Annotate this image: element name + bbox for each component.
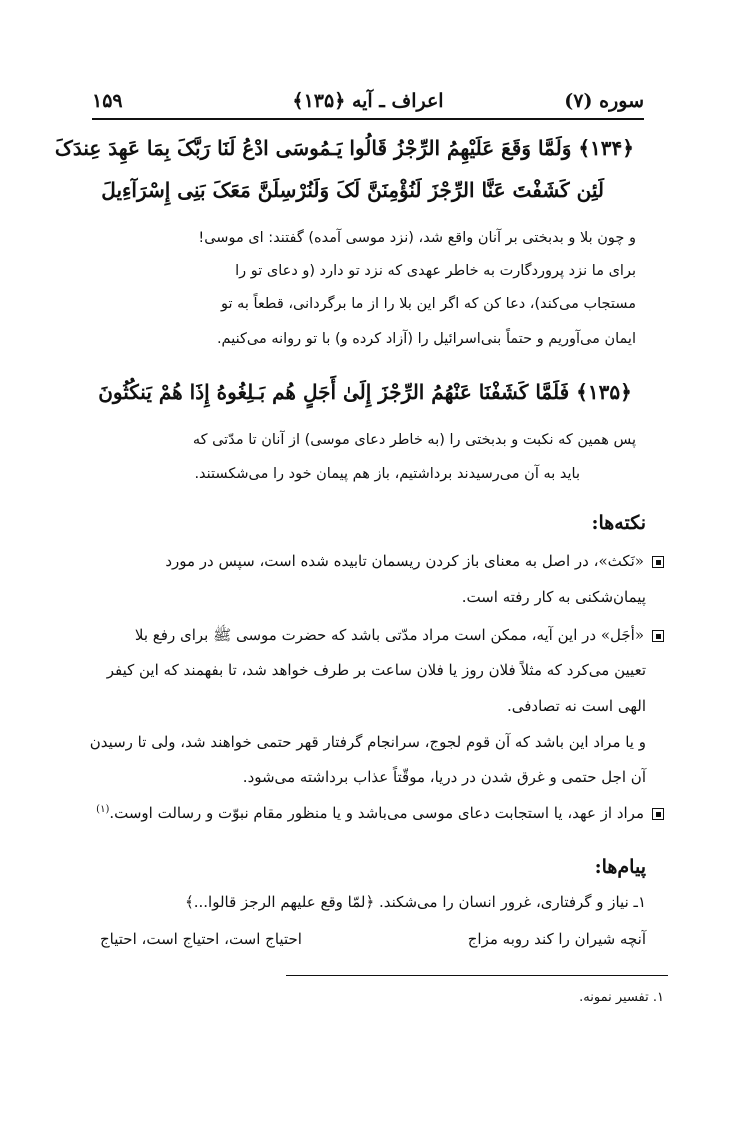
note-text: مراد از عهد، یا استجابت دعای موسی می‌باشد و یا منظور مقام نبوّت و رسالت اوست. bbox=[109, 804, 644, 822]
translation-135-line-1: پس همین که نکبت و بدبختی را (به خاطر دعای موسی) از آنان تا مدّتی که bbox=[192, 432, 636, 448]
poem-hemistich-left: احتیاج است، احتیاج است، احتیاج bbox=[100, 930, 302, 948]
surah-label: سوره (۷) bbox=[564, 90, 644, 112]
note-text: «نَکث»، در اصل به معنای باز کردن ریسمان تابیده شده است، سپس در مورد bbox=[165, 552, 644, 570]
square-bullet-icon bbox=[652, 630, 664, 642]
note-4-line-1 bbox=[96, 804, 664, 822]
note-3-line-2: آن اجل حتمی و غرق شدن در دریا، موقّتاً عذاب برداشته می‌شود. bbox=[242, 768, 646, 786]
page-number: ۱۵۹ bbox=[92, 90, 123, 112]
square-bullet-icon bbox=[652, 556, 664, 568]
message-1: ۱ـ نیاز و گرفتاری، غرور انسان را می‌شکند. ﴿لمّا وقع علیهم الرجز قالوا...﴾ bbox=[184, 893, 646, 911]
footnote: ۱. تفسیر نمونه. bbox=[579, 990, 664, 1005]
note-2-line-2: تعیین می‌کرد که مثلاً فلان روز یا فلان ساعت بر طرف خواهد شد، تا بفهمند که این کیفر bbox=[106, 661, 646, 679]
verse-135-line-1: ﴿۱۳۵﴾ فَلَمَّا کَشَفْنَا عَنْهُمُ الرِّجْزَ إِلَیٰ أَجَلٍ هُم بَـلِغُوهُ إِذَا هُمْ یَنکُثُونَ bbox=[98, 380, 632, 404]
note-2-line-3: الهی است نه تصادفی. bbox=[506, 697, 646, 715]
note-text: «أجَل» در این آیه، ممکن است مراد مدّتی باشد که حضرت موسی ﷺ برای رفع بلا bbox=[134, 626, 644, 644]
poem-hemistich-right: آنچه شیران را کند روبه مزاج bbox=[467, 930, 646, 948]
translation-134-line-2: برای ما نزد پروردگارت به خاطر عهدی که نزد تو دارد (و دعای تو را bbox=[235, 263, 636, 279]
square-bullet-icon bbox=[652, 808, 664, 820]
chapter-verse-label: اعراف ـ آیه ﴿۱۳۵﴾ bbox=[292, 90, 444, 112]
note-1-line-2: پیمان‌شکنی به کار رفته است. bbox=[461, 588, 646, 606]
verse-134-line-1: ﴿۱۳۴﴾ وَلَمَّا وَقَعَ عَلَیْهِمُ الرِّجْزُ قَالُوا یَـمُوسَی ادْعُ لَنَا رَبَّکَ بِمَا عَهِدَ عِندَکَ bbox=[54, 136, 634, 160]
notes-heading: نکته‌ها: bbox=[591, 512, 646, 534]
verse-134-line-2: لَئِن کَشَفْتَ عَنَّا الرِّجْزَ لَنُؤْمِنَنَّ لَکَ وَلَنُرْسِلَنَّ مَعَکَ بَنِی إِسْرَآءِیلَ bbox=[101, 178, 604, 202]
header-rule bbox=[92, 118, 644, 120]
footnote-rule bbox=[286, 975, 668, 976]
translation-134-line-4: ایمان می‌آوریم و حتماً بنی‌اسرائیل را (آزاد کرده و) با تو روانه می‌کنیم. bbox=[216, 331, 636, 347]
messages-heading: پیام‌ها: bbox=[594, 856, 646, 878]
translation-134-line-3: مستجاب می‌کند)، دعا کن که اگر این بلا را از ما برگردانی، قطعاً به تو bbox=[220, 296, 636, 312]
footnote-ref: (۱) bbox=[96, 804, 110, 815]
note-3-line-1: و یا مراد این باشد که آن قوم لجوج، سرانجام گرفتار قهر حتمی خواهند شد، ولی تا رسیدن bbox=[89, 733, 646, 751]
translation-135-line-2: باید به آن می‌رسیدند برداشتیم، باز هم پیمان خود را می‌شکستند. bbox=[194, 466, 580, 482]
note-1-line-1 bbox=[165, 552, 664, 570]
translation-134-line-1: و چون بلا و بدبختی بر آنان واقع شد، (نزد موسی آمده) گفتند: ای موسی! bbox=[198, 230, 636, 246]
note-2-line-1 bbox=[135, 626, 664, 648]
running-header bbox=[92, 88, 644, 118]
